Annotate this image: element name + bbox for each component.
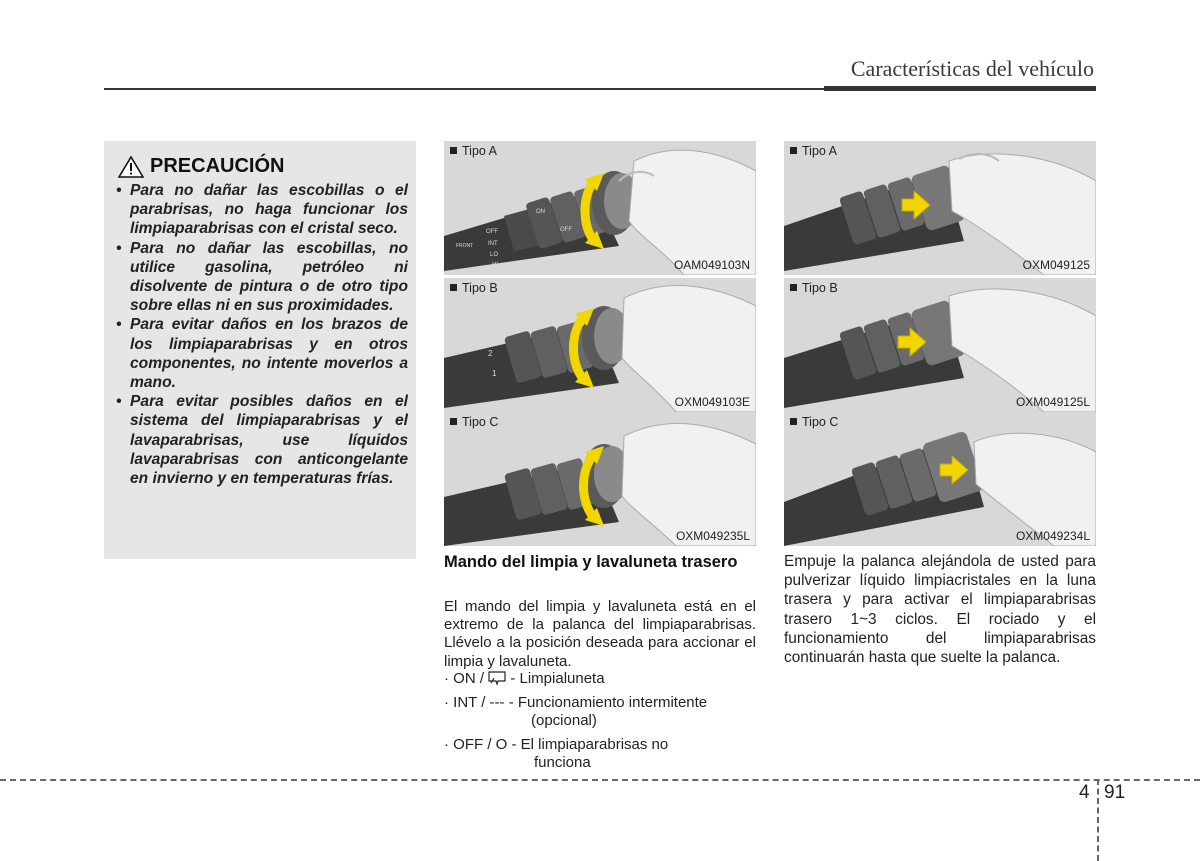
- figure-code: OXM049235L: [675, 529, 750, 543]
- wiper-lever-illustration: [784, 141, 1096, 275]
- figure-push-type-b: [784, 278, 1096, 412]
- chapter-number: 4: [1079, 782, 1090, 803]
- footer-vertical-divider: [1097, 779, 1099, 861]
- figure-push-type-a: [784, 141, 1096, 275]
- lever-mark-lo: LO: [490, 252, 499, 258]
- footer-divider: [0, 779, 1200, 781]
- figure-code: OXM049234L: [1015, 529, 1090, 543]
- wiper-lever-illustration: [784, 278, 1096, 412]
- caution-list: [114, 181, 408, 488]
- lever-mark-mist: MIST: [484, 215, 499, 221]
- caution-title: PRECAUCIÓN: [150, 155, 285, 177]
- figure-label: Tipo B: [802, 281, 838, 295]
- wiper-lever-illustration: [444, 412, 756, 546]
- caution-item: • Para no dañar las escobillas, no utilice gasolina, petróleo ni disolvente de pintura o de otro tipo sobre ellas ni en sus proximidades.: [114, 239, 408, 316]
- caution-heading: [118, 155, 284, 178]
- figure-rotate-type-c: [444, 412, 756, 546]
- washer-instructions: Empuje la palanca alejándola de usted para pulverizar líquido limpiacristales en la luna trasera y para activar el limpiaparabrisas trasero 1~3 ciclos. El rociado y el funcionamiento del limpiaparabrisas continuarán hasta que suelte la palanca.: [784, 553, 1096, 667]
- page-header-title: Características del vehículo: [850, 56, 1094, 81]
- int-mode-cont: (opcional): [531, 712, 597, 729]
- figure-label: Tipo A: [462, 144, 497, 158]
- wiper-lever-illustration: [444, 278, 756, 412]
- rear-wiper-icon: [488, 670, 506, 686]
- caution-item: • Para evitar daños en los brazos de los limpiaparabrisas y en otros componentes, no intente moverlos a mano.: [114, 315, 408, 392]
- page-number: 91: [1104, 782, 1126, 803]
- lever-mark-hi: HI: [492, 262, 498, 268]
- figure-code: OXM049103E: [674, 395, 750, 409]
- header-rule-accent: [824, 86, 1096, 91]
- lever-mark-int: INT: [488, 241, 498, 247]
- wiper-lever-illustration: [784, 412, 1096, 546]
- figure-label: Tipo C: [802, 415, 839, 429]
- off-mode-cont: funciona: [534, 754, 591, 771]
- figure-code: OXM049125L: [1015, 395, 1090, 409]
- figure-code: OAM049103N: [673, 258, 750, 272]
- figure-rotate-type-a: [444, 141, 756, 275]
- figure-label: Tipo B: [462, 281, 498, 295]
- off-mode-line: · OFF / O - El limpiaparabrisas no: [444, 736, 669, 753]
- figure-rotate-type-b: [444, 278, 756, 412]
- on-mode-line: · ON / - Limpialuneta: [444, 670, 605, 687]
- section-body: El mando del limpia y lavaluneta está en el extremo de la palanca del limpiaparabrisas. Llévelo a la posición deseada para accionar el limpia y lavaluneta.: [444, 598, 756, 670]
- lever-mark-two: 2: [488, 349, 493, 358]
- figure-push-type-c: [784, 412, 1096, 546]
- lever-mark-on: ON: [536, 209, 545, 215]
- int-mode-line: · INT / --- - Funcionamiento intermitente: [444, 694, 708, 711]
- warning-triangle-icon: [118, 156, 144, 178]
- lever-mark-front: FRONT: [456, 243, 474, 249]
- caution-item: • Para evitar posibles daños en el sistema del limpiaparabrisas y el lavaparabrisas, use líquidos lavaparabrisas con anticongelante en invierno y en temperaturas frías.: [114, 392, 408, 488]
- caution-item: • Para no dañar las escobillas o el parabrisas, no haga funcionar los limpiaparabrisas con el cristal seco.: [114, 181, 408, 239]
- section-title: Mando del limpia y lavaluneta trasero: [444, 553, 738, 571]
- caution-box: [104, 141, 416, 559]
- lever-mark-one: 1: [492, 369, 497, 378]
- figure-code: OXM049125: [1022, 258, 1090, 272]
- wiper-lever-illustration: [444, 141, 756, 275]
- lever-mark-off: OFF: [486, 229, 498, 235]
- figure-label: Tipo A: [802, 144, 837, 158]
- figure-label: Tipo C: [462, 415, 499, 429]
- lever-mark-off2: OFF: [560, 227, 572, 233]
